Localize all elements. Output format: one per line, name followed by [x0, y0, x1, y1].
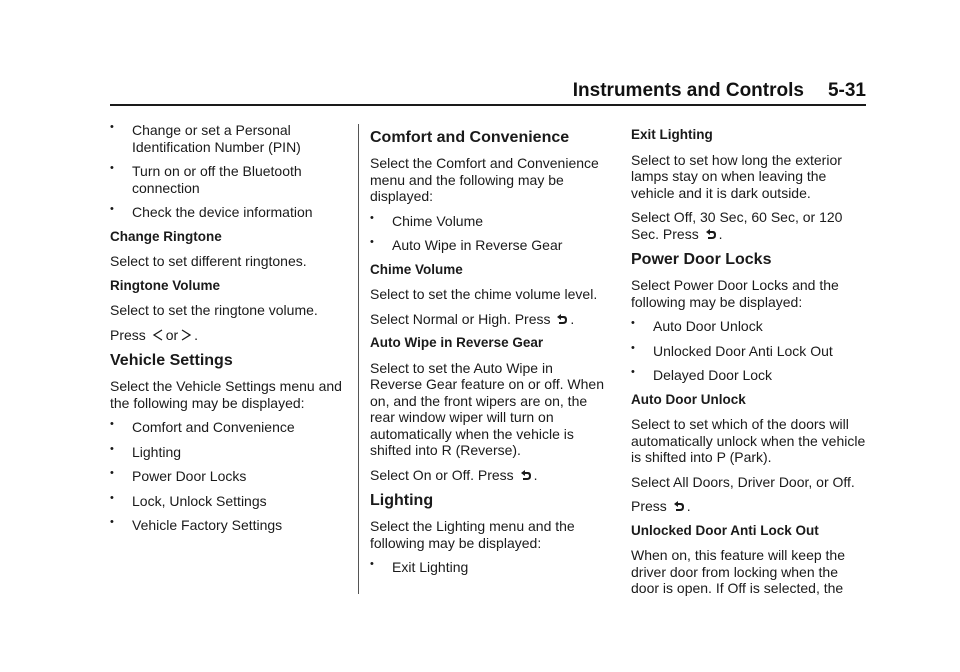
- auto-door-unlock-press: [631, 498, 866, 515]
- auto-door-unlock-select: Select All Doors, Driver Door, or Off.: [631, 473, 855, 490]
- vehicle-settings-heading: Vehicle Settings: [110, 352, 233, 369]
- change-ringtone-heading: Change Ringtone: [110, 228, 222, 244]
- list-item: • Check the device information: [110, 204, 342, 221]
- anti-lock-out-text: When on, this feature will keep the driver door from locking when the door is open. If Off is selected, the: [631, 547, 846, 596]
- chime-heading: Chime Volume: [370, 261, 463, 277]
- exit-lighting-text: Select to set how long the exterior lamps stay on when leaving the vehicle and it is dark outside.: [631, 151, 842, 201]
- comfort-heading: Comfort and Convenience: [370, 129, 570, 146]
- period: .: [686, 498, 691, 514]
- page-number: 5-31: [827, 80, 866, 101]
- back-icon: [520, 469, 532, 481]
- list-item: • Chime Volume: [370, 213, 608, 230]
- ringtone-volume-heading: Ringtone Volume: [110, 277, 220, 293]
- chime-text: Select to set the chime volume level.: [370, 286, 598, 302]
- press-instruction: [110, 327, 342, 344]
- press-text: Press: [110, 326, 146, 343]
- list-item: • Lighting: [110, 444, 342, 461]
- chime-select-text: Select Normal or High. Press: [370, 310, 551, 327]
- auto-door-unlock-text: Select to set which of the doors will automatically unlock when the vehicle is shifted into P (Park).: [631, 416, 866, 465]
- auto-door-unlock-heading: Auto Door Unlock: [631, 391, 746, 407]
- list-item: • Turn on or off the Bluetooth connection: [110, 163, 342, 196]
- column-3: [631, 127, 866, 605]
- power-door-locks-text: Select Power Door Locks and the following may be displayed:: [631, 277, 839, 310]
- period: .: [718, 225, 723, 242]
- exit-select-text: Select Off, 30 Sec, 60 Sec, or 120 Sec. Press: [631, 209, 843, 242]
- back-icon: [673, 500, 685, 512]
- page-header: [573, 80, 866, 102]
- anti-lock-out-heading: Unlocked Door Anti Lock Out: [631, 522, 819, 538]
- lighting-heading: Lighting: [370, 492, 434, 509]
- chevron-left-icon: [152, 329, 164, 341]
- period: .: [194, 326, 199, 343]
- back-icon: [705, 228, 717, 240]
- back-icon: [556, 313, 568, 325]
- press-text: Press: [631, 498, 667, 514]
- exit-lighting-heading: Exit Lighting: [631, 127, 713, 142]
- lighting-text: Select the Lighting menu and the following may be displayed:: [370, 518, 575, 551]
- lighting-list: [370, 559, 608, 576]
- ringtone-volume-text: Select to set the ringtone volume.: [110, 302, 318, 318]
- power-door-locks-heading: Power Door Locks: [631, 251, 772, 268]
- list-item: • Exit Lighting: [370, 559, 608, 576]
- period: .: [533, 466, 538, 483]
- list-item: • Delayed Door Lock: [631, 367, 866, 384]
- list-item: • Comfort and Convenience: [110, 419, 342, 436]
- autowipe-heading: Auto Wipe in Reverse Gear: [370, 335, 544, 350]
- comfort-list: [370, 213, 608, 254]
- pin-list: [110, 122, 342, 221]
- list-item: • Power Door Locks: [110, 468, 342, 485]
- section-title: Instruments and Controls: [572, 80, 804, 101]
- list-item: • Auto Wipe in Reverse Gear: [370, 237, 608, 254]
- header-rule: [110, 104, 866, 106]
- autowipe-text: Select to set the Auto Wipe in Reverse Gear feature on or off. When on, and the front wipers are on, the rear window wiper will turn on automatically when the vehicle is shifted into R (Reverse).: [370, 359, 604, 458]
- exit-lighting-select: [631, 209, 866, 242]
- list-item: • Change or set a Personal Identification Number (PIN): [110, 122, 342, 155]
- chevron-right-icon: [180, 329, 192, 341]
- column-divider: [358, 124, 359, 594]
- autowipe-select: [370, 467, 608, 484]
- list-item: • Lock, Unlock Settings: [110, 493, 342, 510]
- vehicle-settings-list: [110, 419, 342, 534]
- autowipe-select-text: Select On or Off. Press: [370, 466, 514, 483]
- list-item: • Auto Door Unlock: [631, 318, 866, 335]
- vehicle-settings-text: Select the Vehicle Settings menu and the following may be displayed:: [110, 378, 342, 411]
- power-door-locks-list: [631, 318, 866, 384]
- column-2: [370, 126, 608, 584]
- list-item: • Vehicle Factory Settings: [110, 517, 342, 534]
- change-ringtone-text: Select to set different ringtones.: [110, 253, 307, 269]
- or-text: or: [165, 326, 179, 343]
- period: .: [570, 310, 575, 327]
- comfort-text: Select the Comfort and Convenience menu and the following may be displayed:: [370, 155, 599, 204]
- column-1: [110, 122, 342, 542]
- chime-select: [370, 311, 608, 328]
- list-item: • Unlocked Door Anti Lock Out: [631, 343, 866, 360]
